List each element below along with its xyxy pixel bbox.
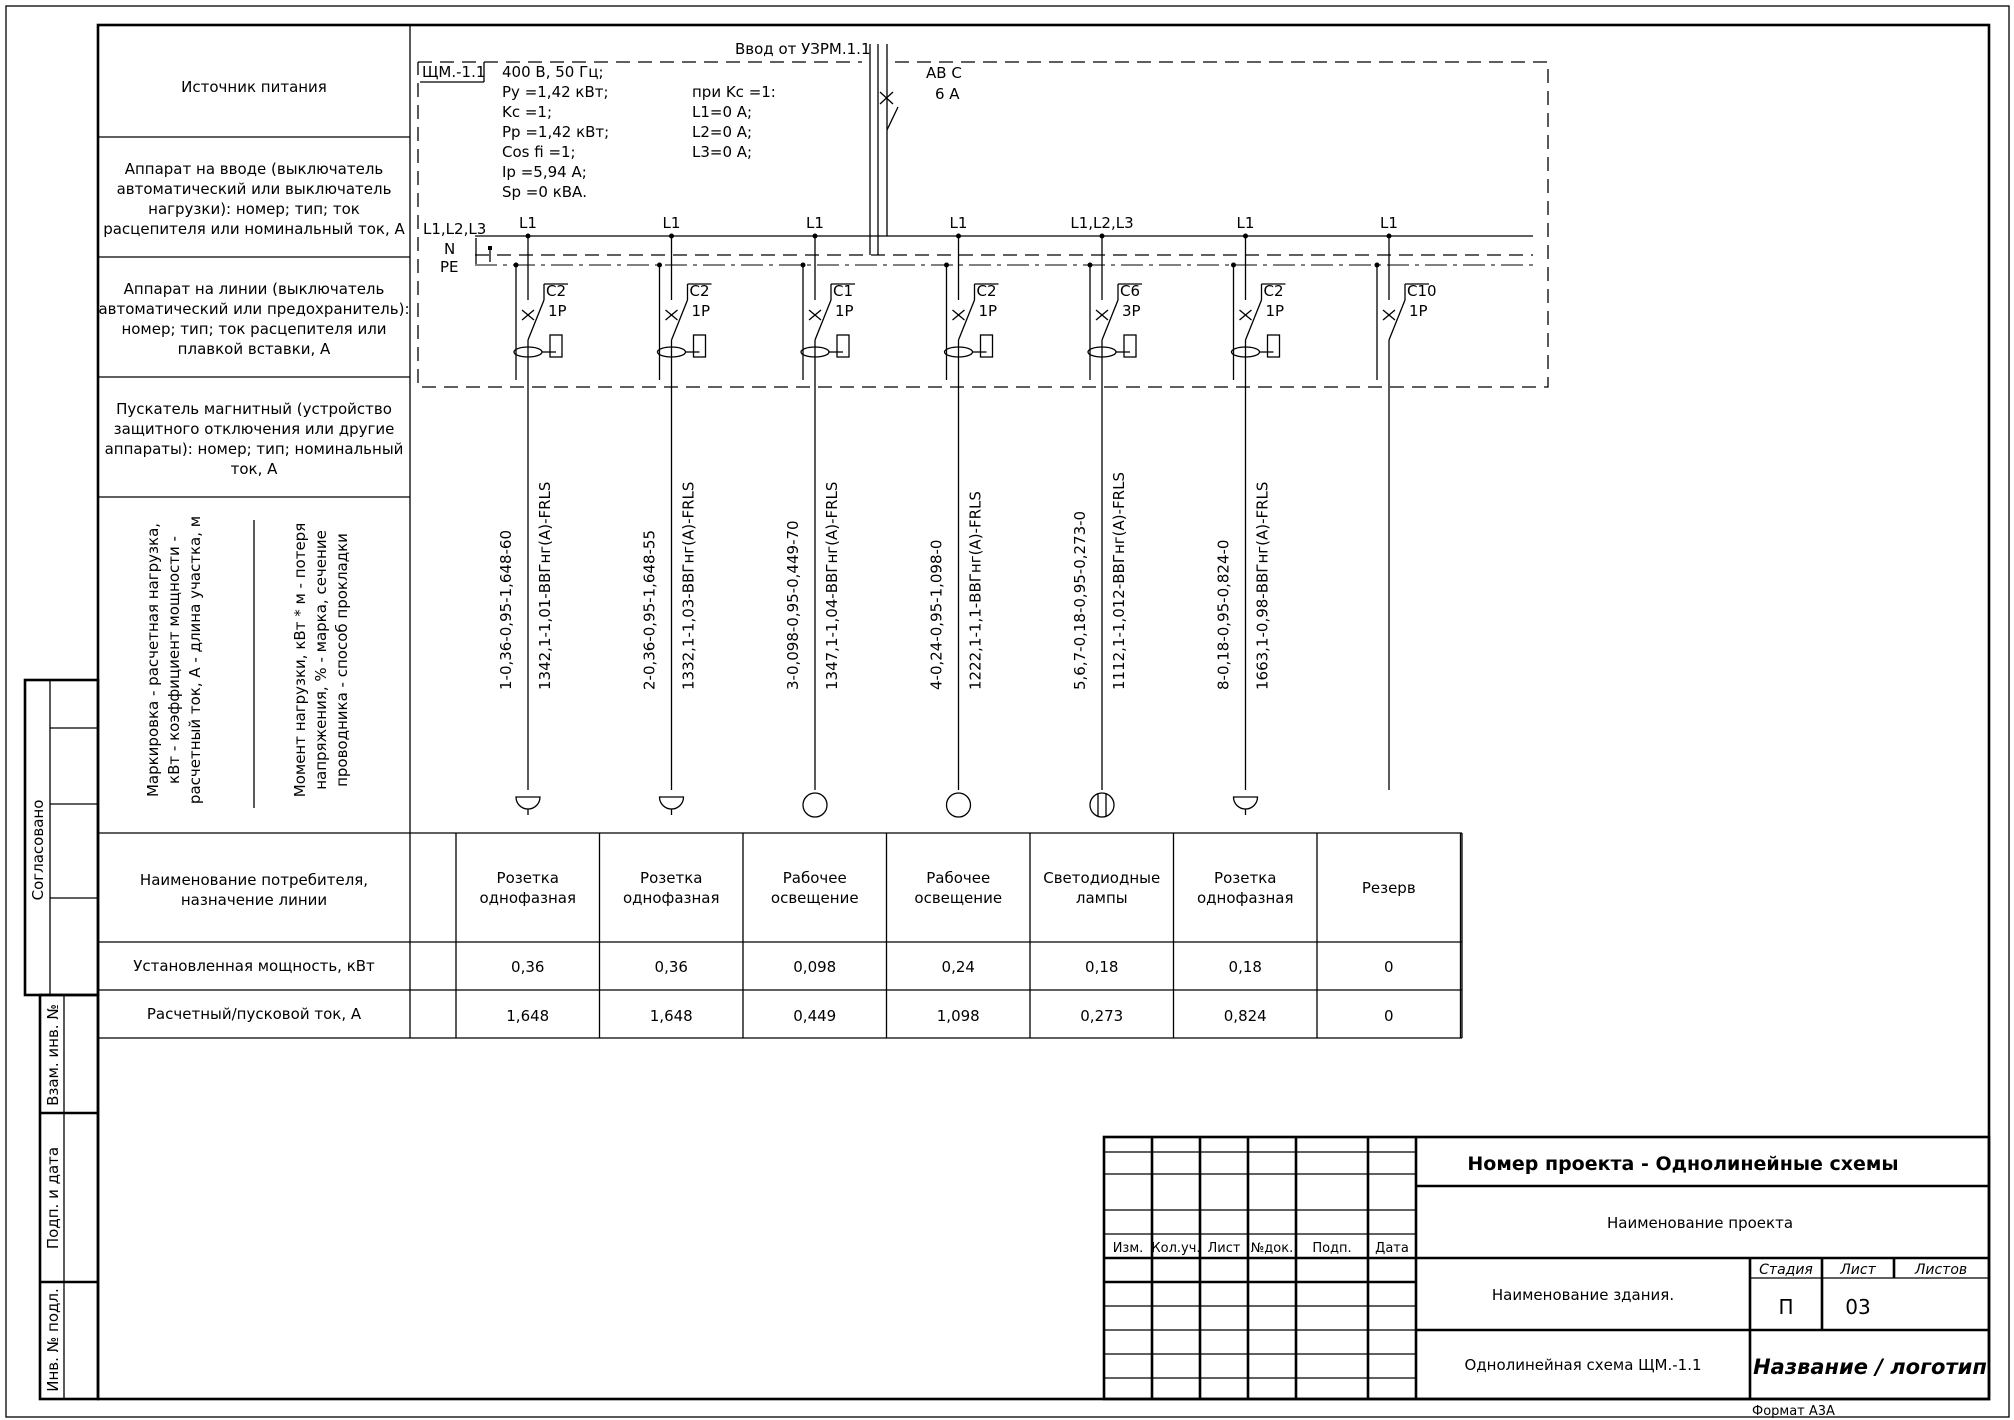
row2-line: Аппарат на вводе (выключатель: [124, 160, 384, 178]
rated-current-value: 0,824: [1223, 1007, 1267, 1025]
breaker-poles: 1P: [1265, 302, 1285, 320]
rated-current-value: 1,648: [506, 1007, 550, 1025]
row2-line: нагрузки): номер; тип; ток: [148, 200, 360, 218]
row3-line: автоматический или предохранитель):: [98, 300, 410, 318]
rated-current-value: 1,098: [936, 1007, 980, 1025]
breaker-type: C2: [976, 282, 997, 300]
panel-param: Cos fi =1;: [502, 143, 576, 161]
phase-current: при Kc =1:: [692, 83, 776, 101]
feeder-marking: 1-0,36-0,95-1,648-60: [497, 529, 515, 690]
row-moment-legend: [291, 523, 351, 797]
consumer-label: [140, 871, 368, 909]
consumer-columns: [479, 833, 1460, 1038]
row3-line: плавкой вставки, А: [177, 340, 331, 358]
sheet-title: Однолинейная схема ЩМ.-1.1: [1464, 1356, 1702, 1374]
installed-power-value: 0,24: [941, 958, 975, 976]
panel-param: Ip =5,94 A;: [502, 163, 587, 181]
revision-header: Подп.: [1312, 1241, 1352, 1256]
stage-value: П: [1778, 1295, 1794, 1319]
revision-header: Кол.уч.: [1151, 1241, 1201, 1256]
row5b-line: напряжения, % - марка, сечение: [312, 530, 330, 790]
breaker-contact: [1102, 300, 1118, 340]
breaker-type: C2: [689, 282, 710, 300]
consumer-column-5: [1043, 833, 1173, 1038]
feeder-marking: 3-0,098-0,95-0,449-70: [784, 520, 802, 690]
revision-headers: [1113, 1241, 1409, 1256]
panel-params: [502, 63, 609, 201]
feeder-cable: 1112,1-1,012-ВВГнг(А)-FRLS: [1110, 472, 1128, 690]
socket-symbol: [1234, 797, 1258, 809]
row-marking-legend: [144, 516, 204, 804]
breaker-type: C2: [1263, 282, 1284, 300]
consumer-name: освещение: [770, 889, 859, 907]
breaker-poles: 1P: [548, 302, 567, 320]
panel-name: ЩМ.-1.1: [422, 63, 486, 81]
breaker-poles: 1P: [1409, 302, 1428, 320]
rated-current-value: 0,273: [1080, 1007, 1124, 1025]
consumer-label-line: Наименование потребителя,: [139, 871, 369, 889]
feeder-cable: 1347,1-1,04-ВВГнг(А)-FRLS: [823, 481, 841, 690]
revision-header: №док.: [1250, 1241, 1294, 1256]
row3-line: Аппарат на линии (выключатель: [123, 280, 385, 298]
row-power-source: Источник питания: [181, 78, 327, 96]
consumer-label-line: назначение линии: [180, 891, 328, 909]
installed-power-value: 0,18: [1085, 958, 1119, 976]
breaker-contact: [959, 300, 975, 340]
feeder-2: [641, 214, 712, 815]
breaker-contact: [1246, 300, 1262, 340]
row4-line: Пускатель магнитный (устройство: [116, 400, 392, 418]
project-name: Наименование проекта: [1606, 1214, 1794, 1232]
consumer-column-3: [771, 833, 887, 1038]
breaker-type: C2: [546, 282, 567, 300]
breaker-contact: [672, 300, 688, 340]
consumer-name: Рабочее: [926, 869, 991, 887]
breaker-poles: 1P: [835, 302, 854, 320]
bus-label-n: N: [444, 240, 456, 258]
consumer-column-1: [479, 833, 599, 1038]
row3-line: номер; тип; ток расцепителя или: [121, 320, 387, 338]
side-stamps: [25, 680, 98, 1399]
sheet-label: Лист: [1840, 1262, 1876, 1278]
installed-power-value: 0,36: [654, 958, 688, 976]
panel-phase-currents: [692, 83, 776, 161]
feeder-phase: L1: [1380, 214, 1398, 232]
consumer-table: [98, 833, 1462, 1038]
consumer-name: лампы: [1075, 889, 1128, 907]
consumer-column-6: [1197, 833, 1317, 1038]
panel-param: Sp =0 кВА.: [502, 183, 588, 201]
breaker-contact: [528, 300, 544, 340]
socket-symbol: [516, 797, 540, 809]
breaker-poles: 1P: [978, 302, 998, 320]
feeder-phase: L1: [806, 214, 824, 232]
breaker-type: C1: [833, 282, 854, 300]
lamp-symbol: [803, 793, 827, 817]
row5b-line: Момент нагрузки, кВт * м - потеря: [291, 522, 309, 798]
feeder-3: [784, 214, 855, 817]
row5b-line: проводника - способ прокладки: [333, 533, 351, 787]
phase-current: L2=0 A;: [692, 123, 753, 141]
stage-label: Стадия: [1759, 1262, 1813, 1278]
consumer-name: Рабочее: [782, 869, 847, 887]
stamp-replace-inv: Взам. инв. №: [44, 1004, 62, 1106]
panel-param: 400 В, 50 Гц;: [502, 63, 604, 81]
consumer-name: Светодиодные: [1043, 869, 1161, 887]
feeder-marking: 2-0,36-0,95-1,648-55: [640, 529, 659, 690]
consumer-name: Розетка: [496, 869, 559, 887]
stamp-original-inv: Инв. № подл.: [44, 1288, 62, 1392]
panel-param: Py =1,42 кВт;: [502, 83, 609, 101]
row4-line: ток, А: [230, 460, 278, 478]
feeder-4: [928, 214, 999, 817]
stamp-sign-date: Подп. и дата: [44, 1146, 62, 1250]
row2-line: расцепителя или номинальный ток, А: [103, 220, 405, 238]
installed-power-value: 0,36: [511, 958, 545, 976]
feeder-lines: [497, 214, 1437, 817]
building-name: Наименование здания.: [1491, 1286, 1675, 1304]
feeder-6: [1215, 214, 1286, 815]
rated-current-value: 0: [1383, 1007, 1394, 1025]
sheet-value: 03: [1845, 1295, 1871, 1319]
breaker-poles: 1P: [691, 302, 711, 320]
row4-line: защитного отключения или другие: [113, 420, 395, 438]
consumer-column-7: [1362, 833, 1461, 1038]
feeder-phase: L1: [519, 214, 537, 232]
paper-format: Формат А3А: [1752, 1404, 1835, 1419]
consumer-name: Резерв: [1361, 879, 1416, 897]
consumer-name: однофазная: [1196, 889, 1294, 907]
feeder-cable: 1222,1-1,1-ВВГнг(А)-FRLS: [966, 491, 985, 690]
input-label: Ввод от УЗРМ.1.1: [735, 40, 871, 58]
input-breaker-rating: 6 А: [935, 85, 960, 103]
installed-power-value: 0: [1383, 958, 1394, 976]
panel-param: Pp =1,42 кВт;: [502, 123, 610, 141]
feeder-marking: 5,6,7-0,18-0,95-0,273-0: [1071, 510, 1089, 690]
installed-power-value: 0,18: [1228, 958, 1262, 976]
row2-line: автоматический или выключатель: [116, 180, 392, 198]
revision-header: Дата: [1375, 1241, 1409, 1256]
feeder-1: [497, 214, 568, 815]
feeder-5: [1070, 214, 1142, 817]
row5a-line: Маркировка - расчетная нагрузка,: [144, 522, 162, 798]
revision-header: Лист: [1207, 1241, 1241, 1256]
breaker-poles: 3P: [1122, 302, 1141, 320]
panel-schc: [418, 40, 1548, 817]
installed-power-label: Установленная мощность, кВт: [133, 957, 375, 975]
consumer-name: Розетка: [640, 869, 703, 887]
breaker-type: C10: [1407, 282, 1437, 300]
panel-param: Kc =1;: [502, 103, 553, 121]
consumer-name: однофазная: [479, 889, 577, 907]
rated-current-value: 0,449: [793, 1007, 837, 1025]
bus-label-pe: PE: [440, 258, 459, 276]
feeder-phase: L1: [1236, 214, 1255, 232]
feeder-cable: 1663,1-0,98-ВВГнг(А)-FRLS: [1253, 481, 1272, 690]
consumer-column-2: [623, 833, 743, 1038]
installed-power-value: 0,098: [793, 958, 837, 976]
feeder-phase: L1: [662, 214, 681, 232]
row5a-line: расчетный ток, А - длина участка, м: [186, 515, 204, 805]
revision-header: Изм.: [1112, 1241, 1144, 1256]
row-input-device: [103, 160, 405, 238]
current-label: Расчетный/пусковой ток, А: [146, 1005, 362, 1023]
row4-line: аппараты): номер; тип; номинальный: [104, 440, 404, 458]
led-lamp-symbol: [1090, 793, 1114, 817]
title-block: [1104, 1137, 1989, 1419]
row-starter: [105, 400, 404, 478]
breaker-contact: [815, 300, 831, 340]
feeder-marking: 8-0,18-0,95-0,824-0: [1214, 539, 1233, 690]
stamp-agreed: Согласовано: [29, 799, 47, 901]
sheets-label: Листов: [1914, 1262, 1968, 1278]
row-line-device: [98, 280, 409, 358]
input-breaker-type: АВ С: [926, 64, 962, 82]
phase-current: L3=0 A;: [692, 143, 753, 161]
logo-placeholder: Название / логотип: [1753, 1355, 1987, 1379]
feeder-cable: 1332,1-1,03-ВВГнг(А)-FRLS: [679, 481, 698, 690]
socket-symbol: [660, 797, 684, 809]
feeder-phase: L1,L2,L3: [1070, 214, 1134, 232]
feeder-7: [1375, 214, 1437, 790]
consumer-name: Розетка: [1214, 869, 1277, 887]
lamp-symbol: [947, 793, 971, 817]
consumer-column-4: [914, 833, 1030, 1038]
consumer-name: однофазная: [622, 889, 720, 907]
breaker-type: C6: [1120, 282, 1141, 300]
feeder-cable: 1342,1-1,01-ВВГнг(А)-FRLS: [536, 481, 554, 690]
row5a-line: кВт - коэффициент мощности -: [165, 536, 183, 784]
bus-label-phases: L1,L2,L3: [423, 220, 487, 238]
feeder-marking: 4-0,24-0,95-1,098-0: [927, 539, 946, 690]
feeder-phase: L1: [949, 214, 968, 232]
consumer-name: освещение: [914, 889, 1003, 907]
project-title: Номер проекта - Однолинейные схемы: [1467, 1153, 1899, 1175]
rated-current-value: 1,648: [649, 1007, 693, 1025]
breaker-contact: [1389, 300, 1405, 340]
phase-current: L1=0 A;: [692, 103, 753, 121]
